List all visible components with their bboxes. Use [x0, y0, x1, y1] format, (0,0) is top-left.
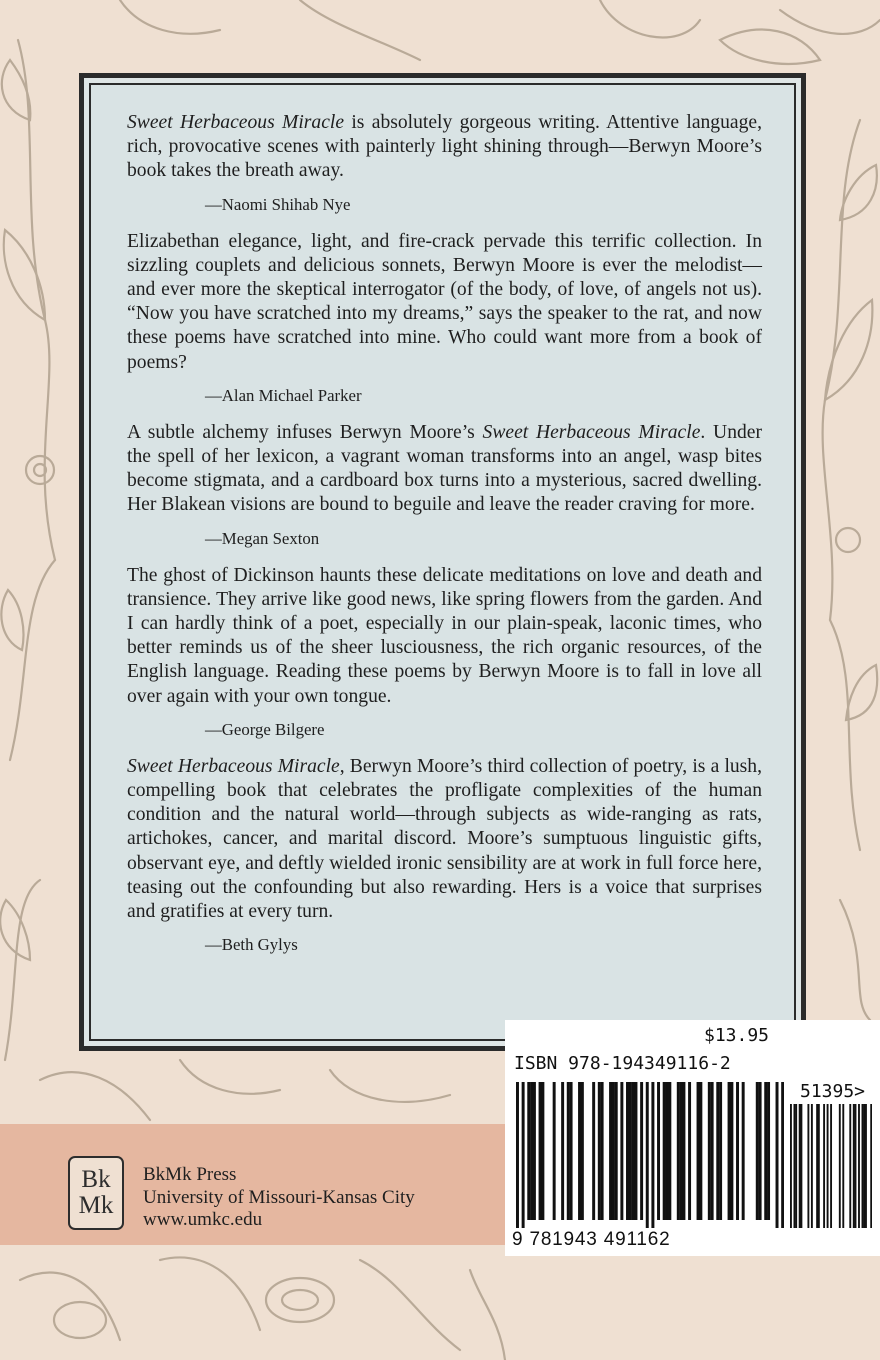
bkmk-logo: [68, 1156, 124, 1230]
publisher-info: [143, 1164, 415, 1232]
barcode-bar: [688, 1082, 691, 1220]
supplement-bar: [862, 1104, 864, 1228]
barcode-bar: [530, 1082, 533, 1220]
barcode-bar: [657, 1082, 660, 1220]
supplement-bar: [793, 1104, 795, 1228]
supplement-bar: [858, 1104, 860, 1228]
barcode-digits: 9 781943 491162: [512, 1229, 671, 1250]
blurb-1-body: is absolutely gorgeous writing. Attentive language, rich, provocative scenes with painterly light shining through—Berwyn Moore’s book takes the breath away.: [127, 112, 762, 182]
blurb-3-body-b: . Under the spell of her lexicon, a vagrant woman transforms into an angel, wasp bites become stigmata, and a cardboard box turns into a mysterious, sacred dwelling. Her Blakean visions are bound to beguile and leave the reader craving for more.: [127, 421, 763, 516]
supplement-bar: [790, 1104, 792, 1228]
barcode-bar: [601, 1082, 604, 1220]
blurb-5-text: [127, 755, 762, 924]
blurb-4-text: The ghost of Dickinson haunts these delicate meditations on love and death and transience. They arrive like good news, like spring flowers from the garden. And I can hardly think of a poet, especially in our plain-speak, laconic times, who better reminds us of the sheer lusciousness, the rich organic resources, of the English language. Reading these poems by Berwyn Moore is to fall in love all over again with your own tongue.: [127, 564, 762, 707]
blurb-3-body-a: A subtle alchemy infuses Berwyn Moore’s: [127, 421, 483, 443]
barcode-bar: [578, 1082, 581, 1220]
supplement-bar: [818, 1104, 820, 1228]
barcode-bar: [570, 1082, 573, 1220]
barcode-bar: [776, 1082, 779, 1228]
reviews-panel: [79, 73, 806, 1051]
barcode-bar: [541, 1082, 544, 1220]
barcode-bar: [632, 1082, 635, 1220]
ean5-supplement-barcode: [790, 1104, 872, 1228]
barcode-bar: [719, 1082, 722, 1220]
ean13-barcode: [516, 1082, 784, 1228]
blurb-3-attribution: —Megan Sexton: [205, 528, 320, 548]
barcode-bar: [620, 1082, 623, 1220]
barcode-bar: [666, 1082, 669, 1220]
barcode-bar: [567, 1082, 570, 1220]
supplement-bar: [855, 1104, 857, 1228]
barcode-bar: [742, 1082, 745, 1220]
supplement-bar: [800, 1104, 802, 1228]
barcode-bar: [581, 1082, 584, 1220]
blurb-1-attribution: —Naomi Shihab Nye: [205, 194, 351, 214]
barcode-bar: [640, 1082, 643, 1220]
barcode-bar: [781, 1082, 784, 1228]
supplement-bar: [853, 1104, 855, 1228]
supplement-bar: [827, 1104, 829, 1228]
barcode-bar: [699, 1082, 702, 1220]
blurb-3-text: [127, 421, 762, 518]
supplement-bar: [870, 1104, 872, 1228]
supplement-bar: [807, 1104, 809, 1228]
book-title: Sweet Herbaceous Miracle: [127, 755, 340, 777]
supplement-bar: [811, 1104, 813, 1228]
barcode-bar: [651, 1082, 654, 1228]
blurb-4-attribution: —George Bilgere: [205, 719, 325, 739]
price-label: $13.95: [704, 1025, 770, 1046]
supplement-bar: [849, 1104, 851, 1228]
blurb-5-attribution: —Beth Gylys: [205, 935, 298, 955]
supplement-bar: [823, 1104, 825, 1228]
barcode-bar: [646, 1082, 649, 1228]
barcode-bar: [663, 1082, 666, 1220]
barcode-bar: [527, 1082, 530, 1220]
barcode-bar: [716, 1082, 719, 1220]
logo-line-2: Mk: [78, 1192, 114, 1219]
barcode-bar: [711, 1082, 714, 1220]
barcode-bar: [553, 1082, 556, 1220]
barcode-bar: [516, 1082, 519, 1228]
barcode-bar: [680, 1082, 683, 1220]
barcode-bar: [736, 1082, 739, 1220]
barcode-bar: [677, 1082, 680, 1220]
barcode-bar: [730, 1082, 733, 1220]
barcode-bar: [533, 1082, 536, 1220]
price-supplement-code: 51395>: [800, 1081, 866, 1102]
barcode-bar: [767, 1082, 770, 1220]
barcode-bar: [697, 1082, 700, 1220]
reviews-panel-inner: [89, 83, 796, 1041]
supplement-bar: [863, 1104, 865, 1228]
barcode-bar: [634, 1082, 637, 1220]
barcode-bar: [522, 1082, 525, 1228]
supplement-bar: [865, 1104, 867, 1228]
blurb-2-text: Elizabethan elegance, light, and fire-crack pervade this terrific collection. In sizzling couplets and delicious sonnets, Berwyn Moore is ever the melodist—and ever more the skeptical interrogator (of the body, of love, of angels not us). “Now you have scratched into my dreams,” says the speaker to the rat, and now these poems have scratched into mine. Who could want more from a book of poems?: [127, 230, 762, 373]
barcode-bar: [539, 1082, 542, 1220]
barcode-bar: [668, 1082, 671, 1220]
supplement-bar: [830, 1104, 832, 1228]
blurb-5-body: , Berwyn Moore’s third collection of poetry, is a lush, compelling book that celebrates the profligate complexities of the human condition and the natural world—through subjects as wide-ranging as rats, artichokes, cancer, and marital discord. Moore’s sumptuous linguistic gifts, observant eye, and deftly wielded ironic sensibility are at work in full force here, teasing out the confounding but also rewarding. Hers is a voice that surprises and gratifies at every turn.: [127, 755, 763, 923]
book-title: Sweet Herbaceous Miracle: [482, 421, 701, 443]
barcode-bar: [598, 1082, 601, 1220]
isbn-label: ISBN 978-194349116-2: [514, 1053, 731, 1074]
barcode-bar: [626, 1082, 629, 1220]
barcode-bar: [612, 1082, 615, 1220]
barcode-bar: [756, 1082, 759, 1220]
publisher-university: University of Missouri-Kansas City: [143, 1186, 415, 1208]
supplement-bar: [839, 1104, 841, 1228]
barcode-bar: [629, 1082, 632, 1220]
barcode-bar: [764, 1082, 767, 1220]
publisher-website: www.umkc.edu: [143, 1209, 263, 1230]
blurb-2-attribution: —Alan Michael Parker: [205, 385, 362, 405]
logo-line-1: Bk: [81, 1166, 111, 1193]
barcode-bar: [561, 1082, 564, 1220]
publisher-name: BkMk Press: [143, 1164, 237, 1185]
barcode-bar: [609, 1082, 612, 1220]
supplement-bar: [816, 1104, 818, 1228]
blurb-1-text: [127, 111, 762, 184]
barcode-bar: [728, 1082, 731, 1220]
supplement-bar: [799, 1104, 801, 1228]
barcode-bar: [682, 1082, 685, 1220]
barcode-bar: [592, 1082, 595, 1220]
supplement-bar: [795, 1104, 797, 1228]
barcode-bar: [759, 1082, 762, 1220]
barcode-bar: [708, 1082, 711, 1220]
book-title: Sweet Herbaceous Miracle: [127, 112, 345, 133]
barcode-bar: [615, 1082, 618, 1220]
supplement-bar: [842, 1104, 844, 1228]
